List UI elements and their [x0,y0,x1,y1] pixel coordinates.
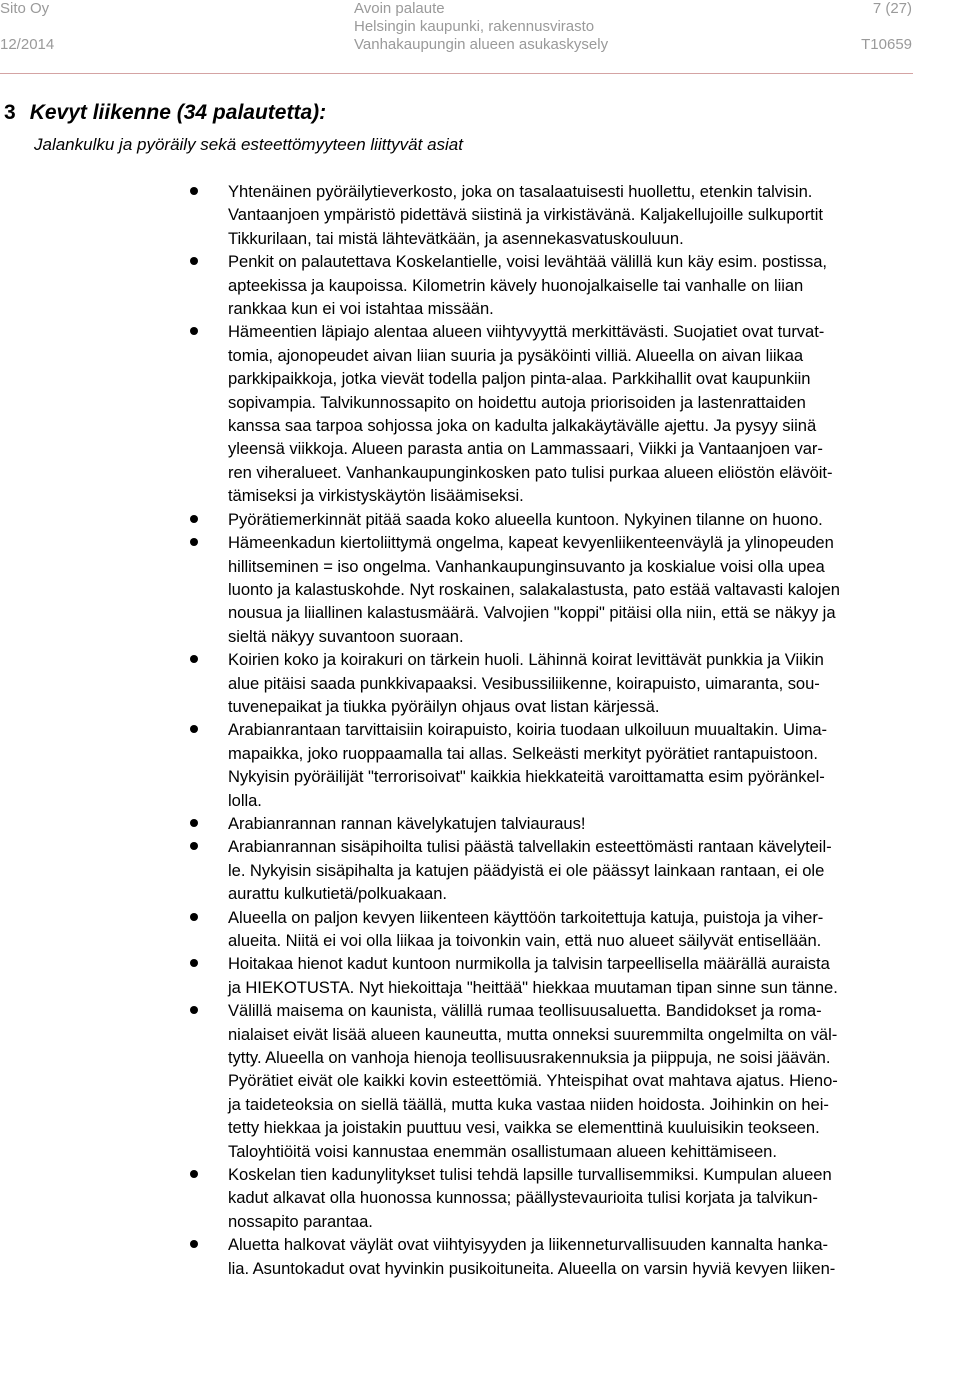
feedback-text-line: Koirien koko ja koirakuri on tärkein huoli. Lähinnä koirat levittävät punkkia ja Viikin [228,650,824,670]
feedback-text-line: ren viheralueet. Vanhankaupunginkosken pato tulisi purkaa alueen eliöstön elävöit- [228,462,833,482]
feedback-text-line: Vantaanjoen ympäristö pidettävä siistinä ja virkistävänä. Kaljakellujoille sulkuportit [228,205,823,225]
project-code: T10659 [861,36,912,53]
feedback-item [0,835,960,905]
feedback-item [0,718,960,812]
client-name: Helsingin kaupunki, rakennusvirasto [354,18,595,35]
feedback-item [0,320,960,507]
feedback-text-line: Penkit on palautettava Koskelantielle, voisi levähtää välillä kun käy esim. postissa, [228,252,827,272]
bullet-icon [190,187,198,195]
feedback-text-line: kadut alkavat olla huonossa kunnossa; päällystevaurioita tulisi korjata ja talvikun- [228,1188,818,1208]
feedback-text-line: apteekissa ja kaupoissa. Kilometrin kävely huonojalkaiselle tai vanhalle on liian [228,275,804,295]
bullet-icon [190,819,198,827]
feedback-text-line: Hoitakaa hienot kadut kuntoon nurmikolla ja talvisin tarpeellisella määrällä auraista [228,954,830,974]
feedback-text-line: aurattu kulkutietä/polkuakaan. [228,884,447,904]
feedback-text-line: Hämeentien läpiajo alentaa alueen viihtyvyyttä merkittävästi. Suojatiet ovat turvat- [228,322,825,342]
feedback-text-line: kanssa saa tarpoa sohjossa joka on kadulta jalkakäytävälle ajettu. Ja pysyy siinä [228,416,817,436]
feedback-text-line: hillitseminen = iso ongelma. Vanhankaupunginsuvanto ja koskialue voisi olla upea [228,556,825,576]
feedback-text-line: Aluetta halkovat väylät ovat viihtyisyyden ja liikenneturvallisuuden kannalta hanka- [228,1235,828,1255]
feedback-text-line: lolla. [228,790,262,810]
bullet-icon [190,842,198,850]
feedback-item [0,508,960,531]
feedback-text-line: Nykyisin pyöräilijät "terrorisoivat" kaikkia hiekkateitä varoittamatta esim pyöränkel- [228,767,825,787]
feedback-text-line: sieltä näkyy suvantoon suoraan. [228,626,464,646]
page-header [0,0,960,62]
page-number: 7 (27) [872,0,912,17]
feedback-item [0,999,960,1163]
feedback-text-line: luonto ja kalastuskohde. Nyt roskainen, salakalastusta, pato estää valtavasti kalojen [228,579,840,599]
bullet-icon [190,257,198,265]
bullet-icon [190,725,198,733]
feedback-text-line: Pyörätiet eivät ole kaikki kovin esteettömiä. Yhteispihat ovat mahtava ajatus. Hieno- [228,1071,838,1091]
feedback-list [0,180,960,1280]
header-divider [0,73,913,74]
feedback-item [0,812,960,835]
company-name: Sito Oy [0,0,50,17]
feedback-text-line: yleensä viikkoja. Alueen parasta antia on Lammassaari, Viikki ja Vantaanjoen var- [228,439,823,459]
bullet-icon [190,1006,198,1014]
feedback-text-line: Koskelan tien kadunylitykset tulisi tehdä lapsille turvallisemmiksi. Kumpulan alueen [228,1165,832,1185]
feedback-text-line: parkkipaikkoja, jotka vievät todella paljon pinta-alaa. Parkkihallit ovat kaupunkiin [228,369,811,389]
feedback-item [0,906,960,953]
feedback-text-line: lia. Asuntokadut ovat hyvinkin pusikoituneita. Alueella on varsin hyviä kevyen liiken- [228,1258,836,1278]
feedback-item [0,250,960,320]
feedback-text-line: ja taideteoksia on siellä täällä, mutta kuka vastaa niiden hoidosta. Joihinkin on hei- [228,1094,829,1114]
feedback-text-line: Arabianrannan sisäpihoilta tulisi päästä talvellakin esteettömästi rantaan kävelyteil- [228,837,832,857]
feedback-text-line: mapaikka, joko ruoppaamalla tai allas. Selkeästi merkityt pyörätiet rantapuistoon. [228,743,818,763]
feedback-text-line: alue pitäisi saada punkkivapaaksi. Vesibussiliikenne, koirapuisto, uimaranta, sou- [228,673,820,693]
bullet-icon [190,1240,198,1248]
bullet-icon [190,959,198,967]
feedback-text-line: Arabianrantaan tarvittaisiin koirapuisto, koiria tuodaan ulkoiluun muualtakin. Uima- [228,720,828,740]
feedback-text-line: tomia, ajonopeudet aivan liian suuria ja pysäköinti villiä. Alueella on aivan liikaa [228,345,804,365]
feedback-text-line: rankkaa kun ei voi istahtaa missään. [228,299,494,319]
bullet-icon [190,913,198,921]
feedback-text-line: tetty hiekkaa ja joistakin puuttuu vesi, vaikka se elementtinä kuuluisikin teokseen. [228,1118,820,1138]
feedback-item [0,531,960,648]
feedback-item [0,1163,960,1233]
feedback-text-line: Taloyhtiöitä voisi kannustaa enemmän osallistumaan alueen kehittämiseen. [228,1141,777,1161]
feedback-text-line: le. Nykyisin sisäpihalta ja katujen päädyistä ei ole päässyt lainkaan rantaan, ei ole [228,860,825,880]
feedback-item [0,180,960,250]
feedback-text-line: Pyörätiemerkinnät pitää saada koko alueella kuntoon. Nykyinen tilanne on huono. [228,509,823,529]
feedback-item [0,648,960,718]
feedback-item [0,952,960,999]
feedback-text-line: Välillä maisema on kaunista, välillä rumaa teollisuusaluetta. Bandidokset ja roma- [228,1001,822,1021]
feedback-text-line: Hämeenkadun kiertoliittymä ongelma, kapeat kevyenliikenteenväylä ja ylinopeuden [228,533,834,553]
feedback-text-line: tämiseksi ja virkistyskäytön lisäämiseksi. [228,486,524,506]
section-title: Kevyt liikenne (34 palautetta): [29,101,327,124]
feedback-item [0,1233,960,1280]
feedback-text-line: nousua ja liiallinen kalastusmäärä. Valvojien "koppi" pitäisi olla niin, että se näkyy ja [228,603,836,623]
feedback-text-line: sopivampia. Talvikunnossapito on hoidettu autoja priorisoiden ja lastenrattaiden [228,392,806,412]
bullet-icon [190,327,198,335]
section-subtitle: Jalankulku ja pyöräily sekä esteettömyyteen liittyvät asiat [34,135,463,154]
bullet-icon [190,538,198,546]
report-date: 12/2014 [0,36,55,53]
section-heading [4,100,326,126]
bullet-icon [190,655,198,663]
feedback-text-line: tytty. Alueella on vanhoja hienoja teollisuusrakennuksia ja piippuja, ne soisi jäävän. [228,1048,831,1068]
section-number: 3 [4,101,16,124]
feedback-text-line: Tikkurilaan, tai mistä lähtevätkään, ja asennekasvatuskouluun. [228,228,684,248]
feedback-text-line: nialaiset eivät lisää alueen kauneutta, mutta onneksi suuremmilta ongelmilta on väl- [228,1024,838,1044]
feedback-text-line: nossapito parantaa. [228,1211,373,1231]
feedback-text-line: tuvenepaikat ja tiukka pyöräilyn ohjaus ovat listan kärjessä. [228,696,660,716]
bullet-icon [190,1170,198,1178]
feedback-text-line: Arabianrannan rannan kävelykatujen talviauraus! [228,813,586,833]
document-type: Avoin palaute [354,0,445,17]
bullet-icon [190,515,198,523]
survey-name: Vanhakaupungin alueen asukaskysely [354,36,609,53]
feedback-text-line: alueita. Niitä ei voi olla liikaa ja toivonkin vain, että nuo alueet säilyvät entisellään. [228,931,822,950]
feedback-text-line: Yhtenäinen pyöräilytieverkosto, joka on tasalaatuisesti huollettu, etenkin talvisin. [228,182,813,201]
feedback-text-line: Alueella on paljon kevyen liikenteen käyttöön tarkoitettuja katuja, puistoja ja viher- [228,907,824,927]
feedback-text-line: ja HIEKOTUSTA. Nyt hiekoittaja "heittää" hiekkaa muutaman tipan sinne sun tänne. [228,977,838,997]
